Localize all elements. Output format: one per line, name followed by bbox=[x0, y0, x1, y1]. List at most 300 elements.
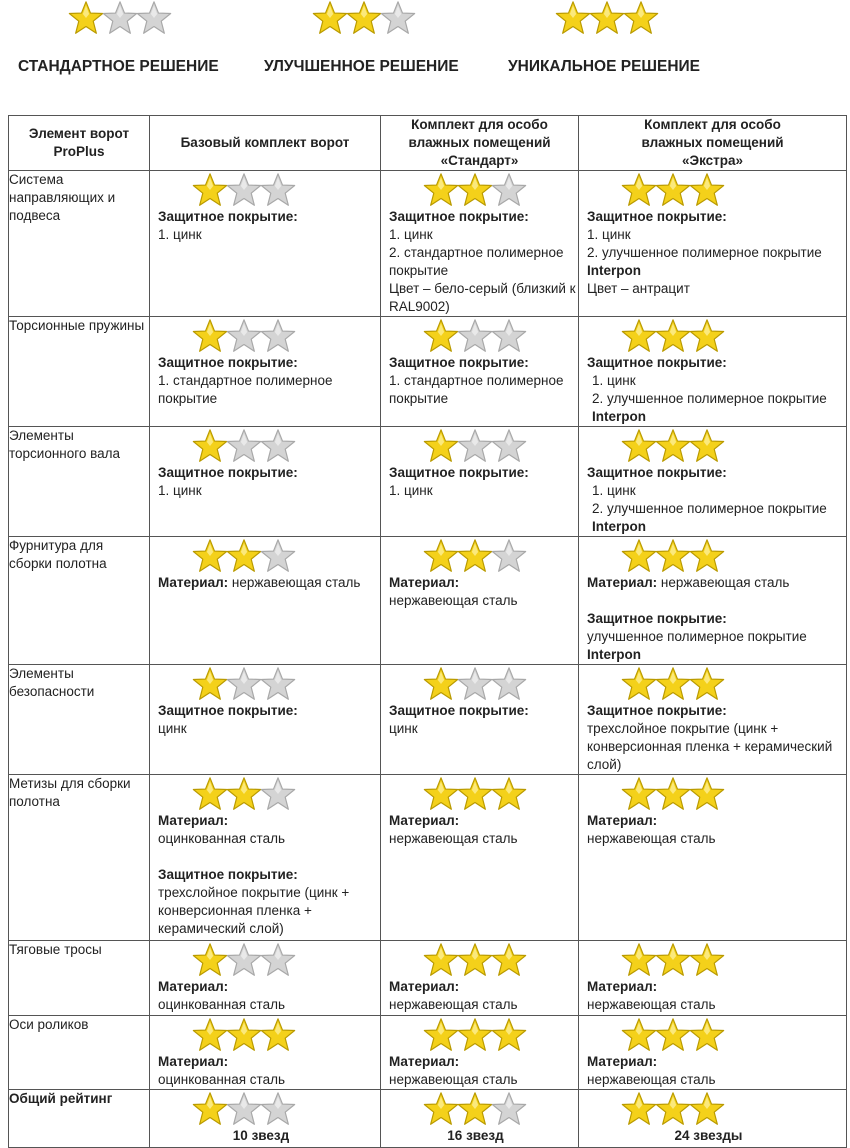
rating-stars bbox=[579, 1016, 846, 1053]
field-label: Материал: bbox=[389, 813, 460, 828]
star-filled-icon bbox=[689, 776, 725, 812]
star-filled-icon bbox=[457, 1017, 493, 1053]
star-filled-icon bbox=[226, 538, 262, 574]
cell-line bbox=[158, 464, 380, 482]
star-filled-icon bbox=[226, 776, 262, 812]
cell-content bbox=[150, 208, 380, 244]
cell-content bbox=[579, 702, 846, 774]
total-cell bbox=[381, 1090, 579, 1148]
rating-stars bbox=[579, 665, 846, 702]
cell-line bbox=[587, 574, 846, 592]
cell-line bbox=[389, 1071, 578, 1089]
cell-line bbox=[389, 812, 578, 830]
field-value: оцинкованная сталь bbox=[158, 831, 286, 846]
star-filled-icon bbox=[226, 1017, 262, 1053]
kit-cell bbox=[579, 941, 847, 1016]
cell-content bbox=[381, 354, 578, 408]
kit-cell bbox=[150, 537, 381, 665]
header-element: Элемент ворот ProPlus bbox=[9, 116, 150, 171]
total-stars-count: 10 звезд bbox=[232, 1128, 290, 1143]
rating-stars bbox=[579, 941, 846, 978]
star-filled-icon bbox=[689, 428, 725, 464]
rating-stars bbox=[381, 941, 578, 978]
kit-cell bbox=[579, 317, 847, 427]
field-label: Защитное покрытие: bbox=[389, 465, 529, 480]
kit-cell bbox=[579, 537, 847, 665]
field-value: 1. цинк bbox=[592, 373, 636, 388]
brand-name: Interpon bbox=[587, 647, 641, 662]
star-empty-icon bbox=[136, 0, 172, 36]
field-value: нержавеющая сталь bbox=[228, 575, 361, 590]
star-filled-icon bbox=[655, 318, 691, 354]
field-label: Материал: bbox=[158, 575, 229, 590]
cell-content bbox=[150, 812, 380, 938]
star-empty-icon bbox=[380, 0, 416, 36]
cell-line bbox=[587, 830, 846, 848]
field-value: 2. улучшенное полимерное покрытие bbox=[592, 391, 827, 406]
star-filled-icon bbox=[589, 0, 625, 36]
rating-stars bbox=[381, 427, 578, 464]
rating-stars bbox=[381, 171, 578, 208]
cell-line bbox=[587, 280, 846, 298]
cell-line bbox=[158, 354, 380, 372]
brand-name: Interpon bbox=[592, 409, 646, 424]
kit-cell bbox=[150, 665, 381, 775]
rating-legend bbox=[0, 0, 850, 90]
star-filled-icon bbox=[457, 776, 493, 812]
star-empty-icon bbox=[491, 318, 527, 354]
field-value: 2. стандартное полимерное покрытие bbox=[389, 245, 564, 278]
total-cell bbox=[150, 1090, 381, 1148]
star-filled-icon bbox=[192, 666, 228, 702]
field-value: нержавеющая сталь bbox=[389, 1072, 518, 1087]
legend-unique-label: УНИКАЛЬНОЕ РЕШЕНИЕ bbox=[508, 58, 700, 75]
field-label: Материал: bbox=[587, 1054, 658, 1069]
field-value: 1. стандартное полимерное покрытие bbox=[158, 373, 333, 406]
rating-stars bbox=[150, 427, 380, 464]
cell-line bbox=[158, 1053, 380, 1071]
kit-cell bbox=[150, 171, 381, 317]
kit-cell bbox=[579, 1016, 847, 1090]
cell-line bbox=[587, 702, 846, 720]
star-filled-icon bbox=[192, 538, 228, 574]
cell-content bbox=[381, 812, 578, 848]
cell-line bbox=[587, 996, 846, 1014]
element-name: Элементы торсионного вала bbox=[9, 427, 150, 537]
cell-content bbox=[150, 464, 380, 500]
cell-content bbox=[579, 208, 846, 298]
star-filled-icon bbox=[312, 0, 348, 36]
rating-stars bbox=[579, 171, 846, 208]
element-name: Тяговые тросы bbox=[9, 941, 150, 1016]
cell-content bbox=[150, 1053, 380, 1089]
rating-stars bbox=[579, 317, 846, 354]
cell-line bbox=[389, 996, 578, 1014]
cell-line bbox=[389, 354, 578, 372]
star-filled-icon bbox=[423, 776, 459, 812]
field-label: Материал: bbox=[158, 813, 229, 828]
kit-cell bbox=[579, 775, 847, 941]
rating-stars bbox=[150, 1090, 380, 1127]
table-header-row bbox=[9, 116, 847, 171]
field-value: нержавеющая сталь bbox=[587, 1072, 716, 1087]
comparison-table bbox=[8, 115, 847, 1148]
cell-content bbox=[579, 574, 846, 664]
field-value: 1. цинк bbox=[587, 227, 631, 242]
header-extra-kit: Комплект для особо влажных помещений «Экстра» bbox=[579, 116, 847, 171]
field-label: Материал: bbox=[158, 979, 229, 994]
field-value: нержавеющая сталь bbox=[389, 997, 518, 1012]
rating-stars bbox=[381, 1090, 578, 1127]
rating-stars bbox=[579, 775, 846, 812]
field-value: улучшенное полимерное покрытие bbox=[587, 629, 807, 644]
field-label: Защитное покрытие: bbox=[587, 703, 727, 718]
field-value: 1. цинк bbox=[389, 227, 433, 242]
cell-line bbox=[389, 482, 578, 500]
cell-line bbox=[389, 702, 578, 720]
cell-line bbox=[158, 866, 380, 884]
cell-content bbox=[579, 464, 846, 536]
star-empty-icon bbox=[457, 318, 493, 354]
cell-line bbox=[587, 1071, 846, 1089]
field-label: Защитное покрытие: bbox=[389, 355, 529, 370]
kit-cell bbox=[150, 317, 381, 427]
field-label: Материал: bbox=[587, 979, 658, 994]
star-filled-icon bbox=[457, 1091, 493, 1127]
kit-cell bbox=[381, 317, 579, 427]
rating-stars bbox=[381, 537, 578, 574]
total-cell bbox=[579, 1090, 847, 1148]
star-empty-icon bbox=[102, 0, 138, 36]
rating-stars bbox=[579, 427, 846, 464]
brand-name: Interpon bbox=[587, 263, 641, 278]
field-value: трехслойное покрытие (цинк + конверсионная пленка + керамический слой) bbox=[158, 885, 350, 936]
legend-improved-label: УЛУЧШЕННОЕ РЕШЕНИЕ bbox=[264, 58, 459, 75]
table-row bbox=[9, 1016, 847, 1090]
star-filled-icon bbox=[621, 942, 657, 978]
cell-line bbox=[587, 390, 846, 426]
star-empty-icon bbox=[491, 1091, 527, 1127]
star-filled-icon bbox=[689, 318, 725, 354]
star-filled-icon bbox=[621, 1091, 657, 1127]
star-filled-icon bbox=[491, 776, 527, 812]
cell-line bbox=[389, 720, 578, 738]
cell-line bbox=[587, 244, 846, 280]
cell-line bbox=[587, 354, 846, 372]
cell-content bbox=[579, 812, 846, 848]
field-label: Материал: bbox=[587, 813, 658, 828]
cell-line bbox=[389, 280, 578, 316]
total-stars-count: 24 звезды bbox=[674, 1128, 743, 1143]
cell-line bbox=[158, 884, 380, 938]
star-empty-icon bbox=[226, 428, 262, 464]
star-empty-icon bbox=[491, 428, 527, 464]
star-filled-icon bbox=[423, 172, 459, 208]
star-filled-icon bbox=[689, 942, 725, 978]
header-basic-kit: Базовый комплект ворот bbox=[150, 116, 381, 171]
cell-line bbox=[158, 372, 380, 408]
star-empty-icon bbox=[491, 666, 527, 702]
field-label: Материал: bbox=[158, 1054, 229, 1069]
star-empty-icon bbox=[226, 1091, 262, 1127]
field-value: 1. стандартное полимерное покрытие bbox=[389, 373, 564, 406]
rating-stars bbox=[150, 537, 380, 574]
rating-stars bbox=[150, 775, 380, 812]
kit-cell bbox=[381, 537, 579, 665]
rating-stars bbox=[381, 665, 578, 702]
element-name: Фурнитура для сборки полотна bbox=[9, 537, 150, 665]
kit-cell bbox=[150, 1016, 381, 1090]
element-name: Оси роликов bbox=[9, 1016, 150, 1090]
star-filled-icon bbox=[623, 0, 659, 36]
rating-stars bbox=[150, 665, 380, 702]
cell-line bbox=[389, 978, 578, 996]
table-row bbox=[9, 775, 847, 941]
spacer bbox=[587, 592, 846, 610]
field-value: цинк bbox=[158, 721, 187, 736]
star-filled-icon bbox=[260, 1017, 296, 1053]
star-empty-icon bbox=[260, 538, 296, 574]
star-filled-icon bbox=[655, 428, 691, 464]
star-filled-icon bbox=[621, 318, 657, 354]
cell-content bbox=[150, 702, 380, 738]
cell-line bbox=[389, 574, 578, 592]
kit-cell bbox=[381, 427, 579, 537]
star-empty-icon bbox=[260, 942, 296, 978]
cell-line bbox=[389, 208, 578, 226]
cell-line bbox=[587, 1053, 846, 1071]
table-row bbox=[9, 427, 847, 537]
cell-line bbox=[158, 482, 380, 500]
star-filled-icon bbox=[621, 538, 657, 574]
star-filled-icon bbox=[655, 942, 691, 978]
star-filled-icon bbox=[192, 942, 228, 978]
table-row bbox=[9, 171, 847, 317]
cell-line bbox=[587, 482, 846, 500]
cell-line bbox=[389, 244, 578, 280]
cell-line bbox=[389, 1053, 578, 1071]
kit-cell bbox=[150, 941, 381, 1016]
field-value: 1. цинк bbox=[389, 483, 433, 498]
star-filled-icon bbox=[655, 538, 691, 574]
star-empty-icon bbox=[226, 172, 262, 208]
legend-standard-label: СТАНДАРТНОЕ РЕШЕНИЕ bbox=[18, 58, 219, 75]
kit-cell bbox=[381, 171, 579, 317]
rating-stars bbox=[150, 1016, 380, 1053]
rating-stars bbox=[381, 317, 578, 354]
spacer bbox=[158, 848, 380, 866]
cell-line bbox=[587, 500, 846, 536]
kit-cell bbox=[150, 427, 381, 537]
legend-stars bbox=[555, 0, 657, 36]
element-name: Система направляющих и подвеса bbox=[9, 171, 150, 317]
cell-line bbox=[389, 592, 578, 610]
cell-line bbox=[158, 996, 380, 1014]
star-filled-icon bbox=[689, 1017, 725, 1053]
field-value: оцинкованная сталь bbox=[158, 997, 286, 1012]
field-label: Материал: bbox=[389, 575, 460, 590]
cell-line bbox=[158, 978, 380, 996]
total-row bbox=[9, 1090, 847, 1148]
field-label: Материал: bbox=[389, 979, 460, 994]
star-filled-icon bbox=[457, 538, 493, 574]
cell-content bbox=[579, 354, 846, 426]
rating-stars bbox=[381, 1016, 578, 1053]
cell-line bbox=[158, 208, 380, 226]
cell-line bbox=[158, 830, 380, 848]
kit-cell bbox=[579, 427, 847, 537]
cell-content bbox=[381, 1053, 578, 1089]
star-filled-icon bbox=[192, 428, 228, 464]
cell-line bbox=[587, 226, 846, 244]
cell-line bbox=[587, 610, 846, 628]
star-empty-icon bbox=[491, 538, 527, 574]
field-value: 1. цинк bbox=[158, 483, 202, 498]
total-label: Общий рейтинг bbox=[9, 1090, 150, 1148]
cell-content bbox=[381, 464, 578, 500]
field-value: Цвет – бело-серый (близкий к RAL9002) bbox=[389, 281, 576, 314]
star-filled-icon bbox=[423, 318, 459, 354]
field-label: Защитное покрытие: bbox=[158, 867, 298, 882]
star-filled-icon bbox=[655, 1091, 691, 1127]
star-empty-icon bbox=[260, 666, 296, 702]
star-filled-icon bbox=[423, 538, 459, 574]
field-label: Защитное покрытие: bbox=[158, 209, 298, 224]
cell-line bbox=[587, 208, 846, 226]
element-name: Элементы безопасности bbox=[9, 665, 150, 775]
cell-content bbox=[150, 354, 380, 408]
star-empty-icon bbox=[491, 172, 527, 208]
kit-cell bbox=[381, 775, 579, 941]
star-filled-icon bbox=[621, 428, 657, 464]
cell-line bbox=[587, 372, 846, 390]
field-value: 2. улучшенное полимерное покрытие bbox=[587, 245, 822, 260]
field-value: нержавеющая сталь bbox=[389, 831, 518, 846]
field-value: Цвет – антрацит bbox=[587, 281, 690, 296]
star-filled-icon bbox=[457, 172, 493, 208]
cell-line bbox=[389, 464, 578, 482]
star-filled-icon bbox=[192, 1091, 228, 1127]
field-value: трехслойное покрытие (цинк + конверсионная пленка + керамический слой) bbox=[587, 721, 833, 772]
star-filled-icon bbox=[192, 1017, 228, 1053]
cell-line bbox=[158, 1071, 380, 1089]
star-filled-icon bbox=[621, 666, 657, 702]
legend-stars bbox=[68, 0, 170, 36]
star-filled-icon bbox=[423, 428, 459, 464]
total-stars-count: 16 звезд bbox=[447, 1128, 504, 1143]
cell-content bbox=[579, 978, 846, 1014]
rating-stars bbox=[579, 537, 846, 574]
star-empty-icon bbox=[457, 428, 493, 464]
cell-content bbox=[150, 574, 380, 592]
field-value: нержавеющая сталь bbox=[587, 831, 716, 846]
star-empty-icon bbox=[260, 1091, 296, 1127]
star-filled-icon bbox=[491, 1017, 527, 1053]
kit-cell bbox=[579, 171, 847, 317]
star-filled-icon bbox=[655, 1017, 691, 1053]
field-value: нержавеющая сталь bbox=[389, 593, 518, 608]
table-body bbox=[9, 171, 847, 1148]
field-value: нержавеющая сталь bbox=[657, 575, 790, 590]
kit-cell bbox=[381, 941, 579, 1016]
star-empty-icon bbox=[226, 942, 262, 978]
rating-stars bbox=[579, 1090, 846, 1127]
brand-name: Interpon bbox=[592, 519, 646, 534]
legend-stars bbox=[312, 0, 414, 36]
cell-line bbox=[587, 628, 846, 664]
star-empty-icon bbox=[457, 666, 493, 702]
cell-line bbox=[158, 574, 380, 592]
star-empty-icon bbox=[260, 172, 296, 208]
cell-line bbox=[158, 720, 380, 738]
star-filled-icon bbox=[192, 318, 228, 354]
star-filled-icon bbox=[689, 1091, 725, 1127]
star-filled-icon bbox=[68, 0, 104, 36]
field-value: нержавеющая сталь bbox=[587, 997, 716, 1012]
kit-cell bbox=[150, 775, 381, 941]
table-row bbox=[9, 941, 847, 1016]
kit-cell bbox=[579, 665, 847, 775]
rating-stars bbox=[150, 171, 380, 208]
cell-line bbox=[158, 702, 380, 720]
star-filled-icon bbox=[346, 0, 382, 36]
cell-line bbox=[587, 978, 846, 996]
field-label: Защитное покрытие: bbox=[158, 703, 298, 718]
element-name: Торсионные пружины bbox=[9, 317, 150, 427]
field-label: Защитное покрытие: bbox=[158, 465, 298, 480]
table-row bbox=[9, 537, 847, 665]
star-filled-icon bbox=[621, 172, 657, 208]
rating-stars bbox=[150, 941, 380, 978]
star-empty-icon bbox=[260, 776, 296, 812]
cell-line bbox=[389, 372, 578, 408]
field-value: 2. улучшенное полимерное покрытие bbox=[592, 501, 827, 516]
field-label: Защитное покрытие: bbox=[587, 465, 727, 480]
star-filled-icon bbox=[555, 0, 591, 36]
rating-stars bbox=[150, 317, 380, 354]
cell-content bbox=[381, 208, 578, 316]
star-filled-icon bbox=[192, 172, 228, 208]
kit-cell bbox=[381, 665, 579, 775]
star-filled-icon bbox=[423, 1017, 459, 1053]
field-label: Материал: bbox=[587, 575, 658, 590]
cell-line bbox=[389, 830, 578, 848]
field-value: 1. цинк bbox=[592, 483, 636, 498]
cell-content bbox=[381, 978, 578, 1014]
field-label: Защитное покрытие: bbox=[389, 209, 529, 224]
star-filled-icon bbox=[423, 1091, 459, 1127]
star-filled-icon bbox=[457, 942, 493, 978]
star-empty-icon bbox=[226, 318, 262, 354]
field-label: Защитное покрытие: bbox=[389, 703, 529, 718]
star-filled-icon bbox=[655, 666, 691, 702]
table-row bbox=[9, 317, 847, 427]
field-value: оцинкованная сталь bbox=[158, 1072, 286, 1087]
field-label: Защитное покрытие: bbox=[587, 611, 727, 626]
cell-content bbox=[150, 978, 380, 1014]
star-filled-icon bbox=[655, 172, 691, 208]
star-filled-icon bbox=[655, 776, 691, 812]
star-empty-icon bbox=[260, 428, 296, 464]
cell-line bbox=[158, 226, 380, 244]
element-name: Метизы для сборки полотна bbox=[9, 775, 150, 941]
cell-line bbox=[158, 812, 380, 830]
star-filled-icon bbox=[621, 776, 657, 812]
star-filled-icon bbox=[423, 942, 459, 978]
star-filled-icon bbox=[192, 776, 228, 812]
cell-line bbox=[587, 812, 846, 830]
star-filled-icon bbox=[491, 942, 527, 978]
